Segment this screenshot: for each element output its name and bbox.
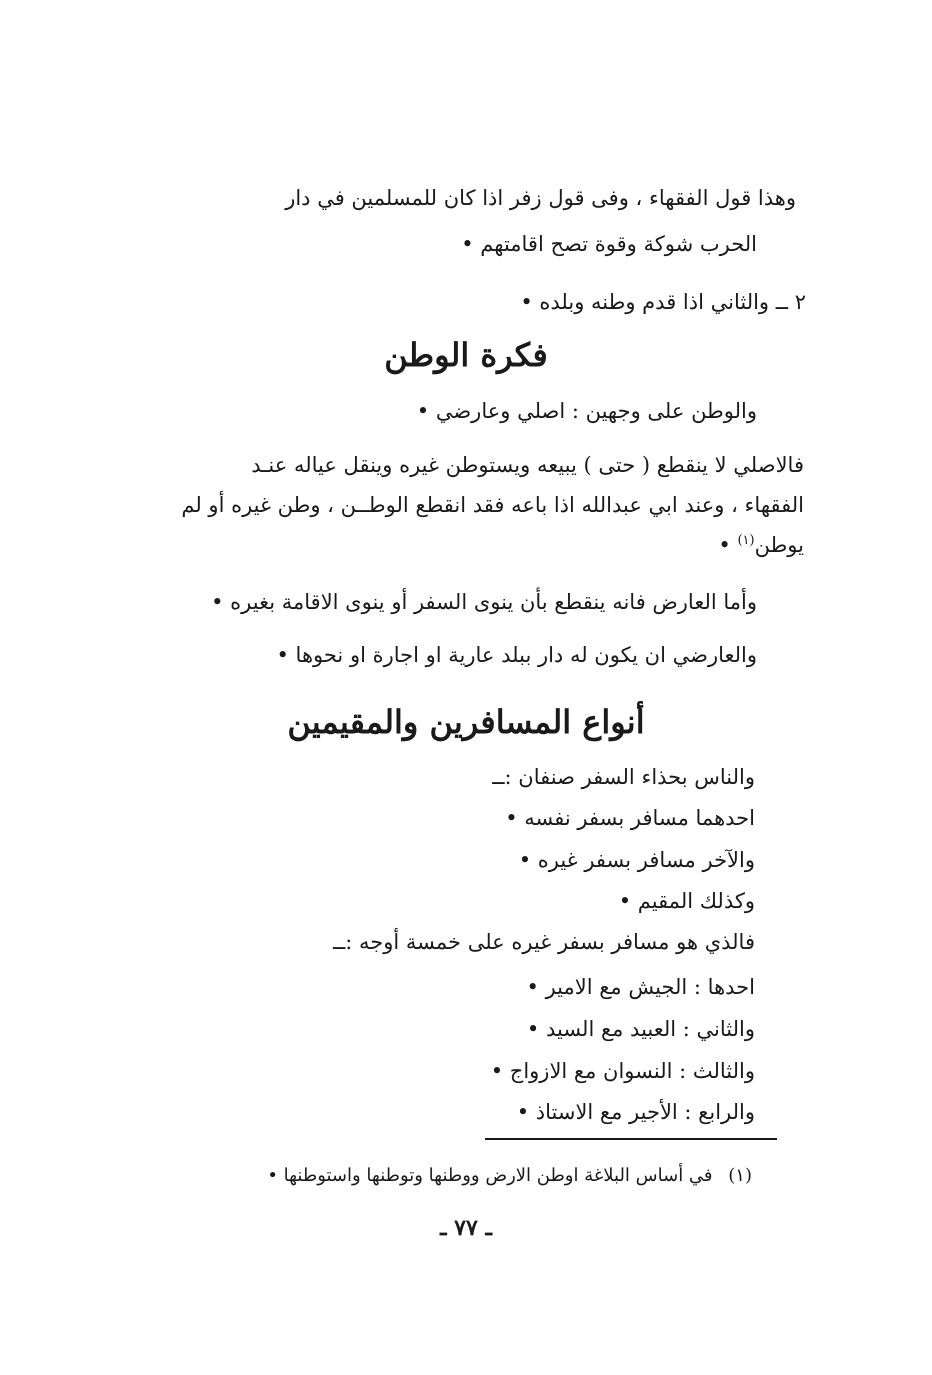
footnote xyxy=(267,1163,752,1189)
section2-line-9: والرابع : الأجير مع الاستاذ • xyxy=(516,1100,755,1124)
section2-line-6: احدها : الجيش مع الامير • xyxy=(526,975,755,999)
section-heading-homeland: فكرة الوطن xyxy=(384,336,548,374)
section2-line-8: والثالث : النسوان مع الازواج • xyxy=(490,1059,755,1083)
section1-paragraph-3: وأما العارض فانه ينقطع بأن ينوى السفر أو ينوى الاقامة بغيره • xyxy=(211,590,757,614)
intro-line-3-numbered: ٢ ــ والثاني اذا قدم وطنه وبلده • xyxy=(520,290,806,314)
section2-line-2: احدهما مسافر بسفر نفسه • xyxy=(505,806,755,830)
footnote-marker: (١) xyxy=(728,1165,752,1186)
section2-line-7: والثاني : العبيد مع السيد • xyxy=(526,1017,755,1041)
section1-paragraph-1: والوطن على وجهين : اصلي وعارضي • xyxy=(416,399,757,423)
intro-line-2: الحرب شوكة وقوة تصح اقامتهم • xyxy=(461,232,757,256)
section1-paragraph-2-line-3 xyxy=(718,530,804,560)
footnote-reference: (١) xyxy=(737,533,755,548)
section1-paragraph-2-line-1: فالاصلي لا ينقطع ( حتى ) يبيعه ويستوطن غيره وينقل عياله عنـد xyxy=(251,453,804,477)
section1-paragraph-2-line-2: الفقهاء ، وعند ابي عبدالله اذا باعه فقد انقطع الوطــن ، وطن غيره أو لم xyxy=(181,493,804,517)
section2-line-3: والآخر مسافر بسفر غيره • xyxy=(518,848,755,872)
section1-paragraph-4: والعارضي ان يكون له دار ببلد عارية او اجارة او نحوها • xyxy=(276,643,757,667)
footnote-text: في أساس البلاغة اوطن الارض ووطنها وتوطنها واستوطنها • xyxy=(267,1165,713,1186)
page-number: ـ ٧٧ ـ xyxy=(440,1215,492,1241)
section-heading-travelers: أنواع المسافرين والمقيمين xyxy=(287,703,645,741)
footnote-separator xyxy=(485,1138,777,1140)
section2-line-4: وكذلك المقيم • xyxy=(618,889,755,913)
line-3-end: • xyxy=(718,533,738,557)
section2-line-5: فالذي هو مسافر بسفر غيره على خمسة أوجه :ــ xyxy=(332,930,755,954)
intro-line-1: وهذا قول الفقهاء ، وفى قول زفر اذا كان للمسلمين في دار xyxy=(285,186,796,210)
section2-line-1: والناس بحذاء السفر صنفان :ــ xyxy=(492,765,755,789)
line-3-text: يوطن xyxy=(754,533,804,557)
